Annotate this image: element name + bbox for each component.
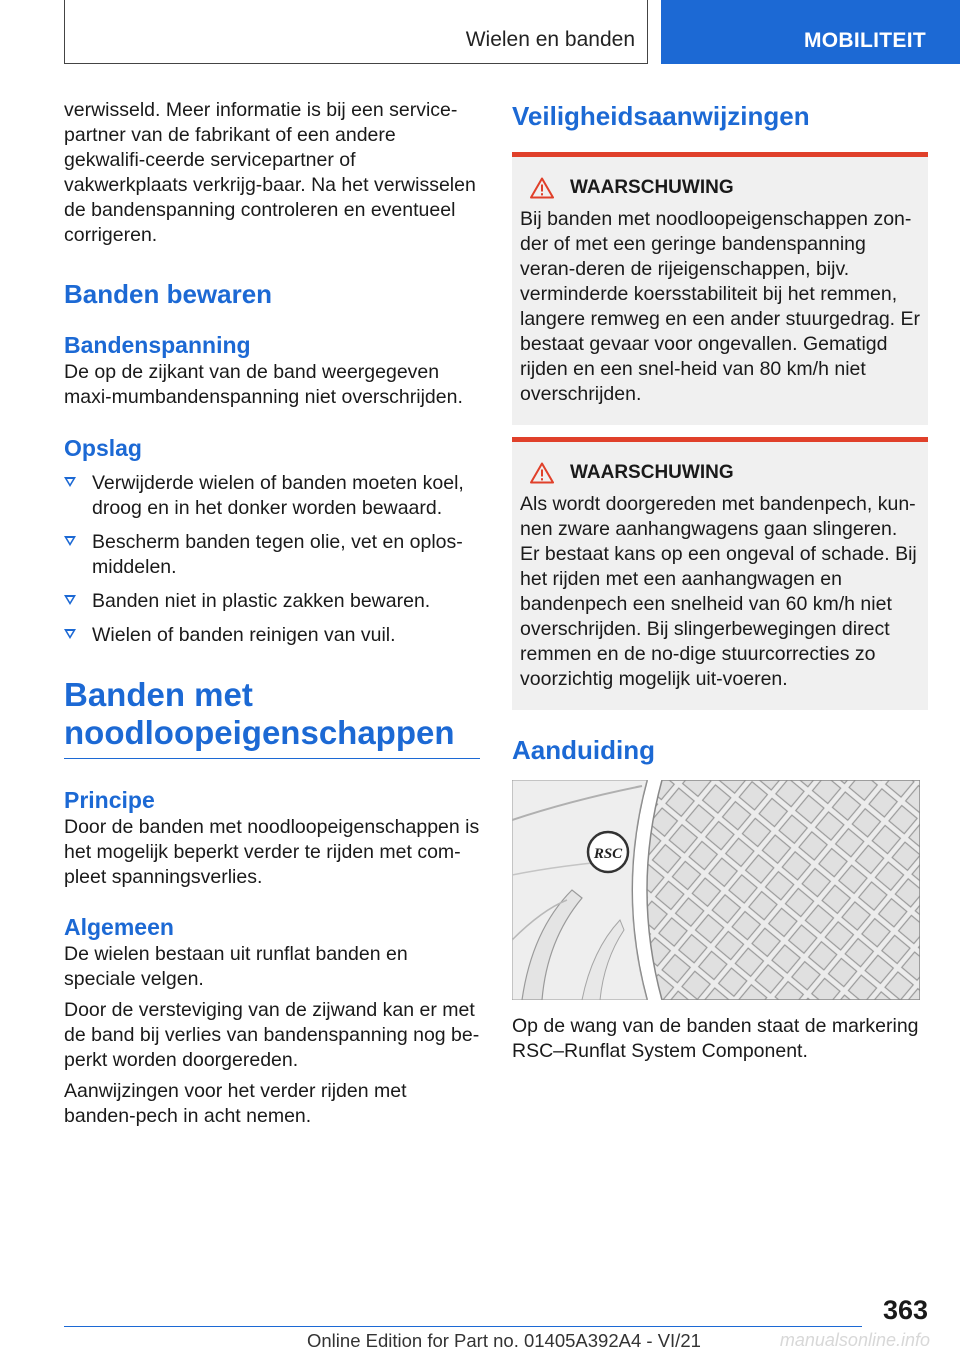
warning-label: WAARSCHUWING: [570, 177, 734, 198]
page-number: 363: [882, 1295, 928, 1325]
rsc-logo-icon: [588, 832, 628, 872]
warning-label: WAARSCHUWING: [570, 462, 734, 483]
list-item-text: Verwijderde wielen of banden moeten koel, droog en in het donker worden bewaard.: [92, 472, 464, 519]
rsc-logo-text: RSC: [593, 846, 623, 862]
warning-triangle-icon: [530, 177, 554, 199]
warning-title: [520, 460, 920, 486]
header-chapter-tab: [661, 0, 960, 64]
warning-box: [512, 152, 928, 425]
heading-aanduiding: Aanduiding: [512, 735, 655, 765]
list-item: [64, 623, 480, 648]
warning-text: Als wordt doorgereden met bandenpech, kun-nen zware aanhangwagens gaan slingeren. Er bestaat kans op een ongeval of schade. Bij het rijden met een aanhangwagen en bandenpech een snelheid van 60 km/h niet overschrijden. Bij slingerbewegingen direct remmen en de no-dige stuurcorrecties zo voorzichtig mogelijk uit-voeren.: [520, 493, 917, 690]
intro-paragraph: verwisseld. Meer informatie is bij een service-partner van de fabrikant of een andere gekwalifi-ceerde servicepartner of vakwerkplaats verkrijg-baar. Na het verwisselen de bandenspanning controleren en eventueel corrigeren.: [64, 99, 476, 246]
figure-caption: Op de wang van de banden staat de markering RSC–Runflat System Component.: [512, 1015, 919, 1062]
opslag-list: [64, 471, 480, 648]
list-item: [64, 589, 480, 614]
list-item-text: Banden niet in plastic zakken bewaren.: [92, 590, 431, 612]
heading-opslag: Opslag: [64, 435, 142, 461]
triangle-bullet-icon: [64, 536, 76, 546]
left-column: [64, 96, 480, 1129]
warning-title: [520, 175, 920, 201]
bandenspanning-text: De op de zijkant van de band weergegeven maxi-mumbandenspanning niet overschrijden.: [64, 361, 463, 408]
heading-banden-bewaren: Banden bewaren: [64, 279, 273, 309]
warning-box: [512, 437, 928, 710]
header-chapter-title: MOBILITEIT: [804, 29, 926, 52]
triangle-bullet-icon: [64, 629, 76, 639]
triangle-bullet-icon: [64, 477, 76, 487]
list-item-text: Wielen of banden reinigen van vuil.: [92, 624, 396, 646]
algemeen-text-3: Aanwijzingen voor het verder rijden met banden-pech in acht nemen.: [64, 1080, 407, 1127]
right-column: [512, 96, 928, 1064]
heading-veiligheidsaanwijzingen: Veiligheidsaanwijzingen: [512, 101, 810, 131]
algemeen-text-2: Door de versteviging van de zijwand kan er met de band bij verlies van bandenspanning nog be-perkt worden doorgereden.: [64, 999, 480, 1071]
list-item: [64, 530, 480, 580]
triangle-bullet-icon: [64, 595, 76, 605]
footer-watermark: manualsonline.info: [779, 1330, 930, 1350]
list-item: [64, 471, 480, 521]
heading-algemeen: Algemeen: [64, 914, 174, 940]
header-section-box: [64, 0, 648, 64]
footer-edition: Online Edition for Part no. 01405A392A4 - VI/21: [307, 1330, 701, 1351]
heading-runflat: Banden met noodloopeigenschappen: [64, 676, 480, 759]
heading-bandenspanning: Bandenspanning: [64, 332, 251, 358]
list-item-text: Bescherm banden tegen olie, vet en oplos-middelen.: [92, 531, 463, 578]
footer-divider: [64, 1326, 862, 1327]
tire-rsc-marking-figure: [512, 780, 920, 1000]
heading-principe: Principe: [64, 787, 155, 813]
header-section-title: Wielen en banden: [465, 28, 635, 51]
warning-triangle-icon: [530, 462, 554, 484]
warning-text: Bij banden met noodloopeigenschappen zon-der of met een geringe bandenspanning veran-deren de rijeigenschappen, bijv. verminderde koersstabiliteit bij het remmen, langere remweg en een ander stuurgedrag. Er bestaat gevaar voor ongevallen. Gematigd rijden en een snel-heid van 80 km/h niet overschrijden.: [520, 208, 920, 405]
algemeen-text-1: De wielen bestaan uit runflat banden en speciale velgen.: [64, 943, 408, 990]
principe-text: Door de banden met noodloopeigenschappen is het mogelijk beperkt verder te rijden met com-pleet spanningsverlies.: [64, 816, 480, 888]
